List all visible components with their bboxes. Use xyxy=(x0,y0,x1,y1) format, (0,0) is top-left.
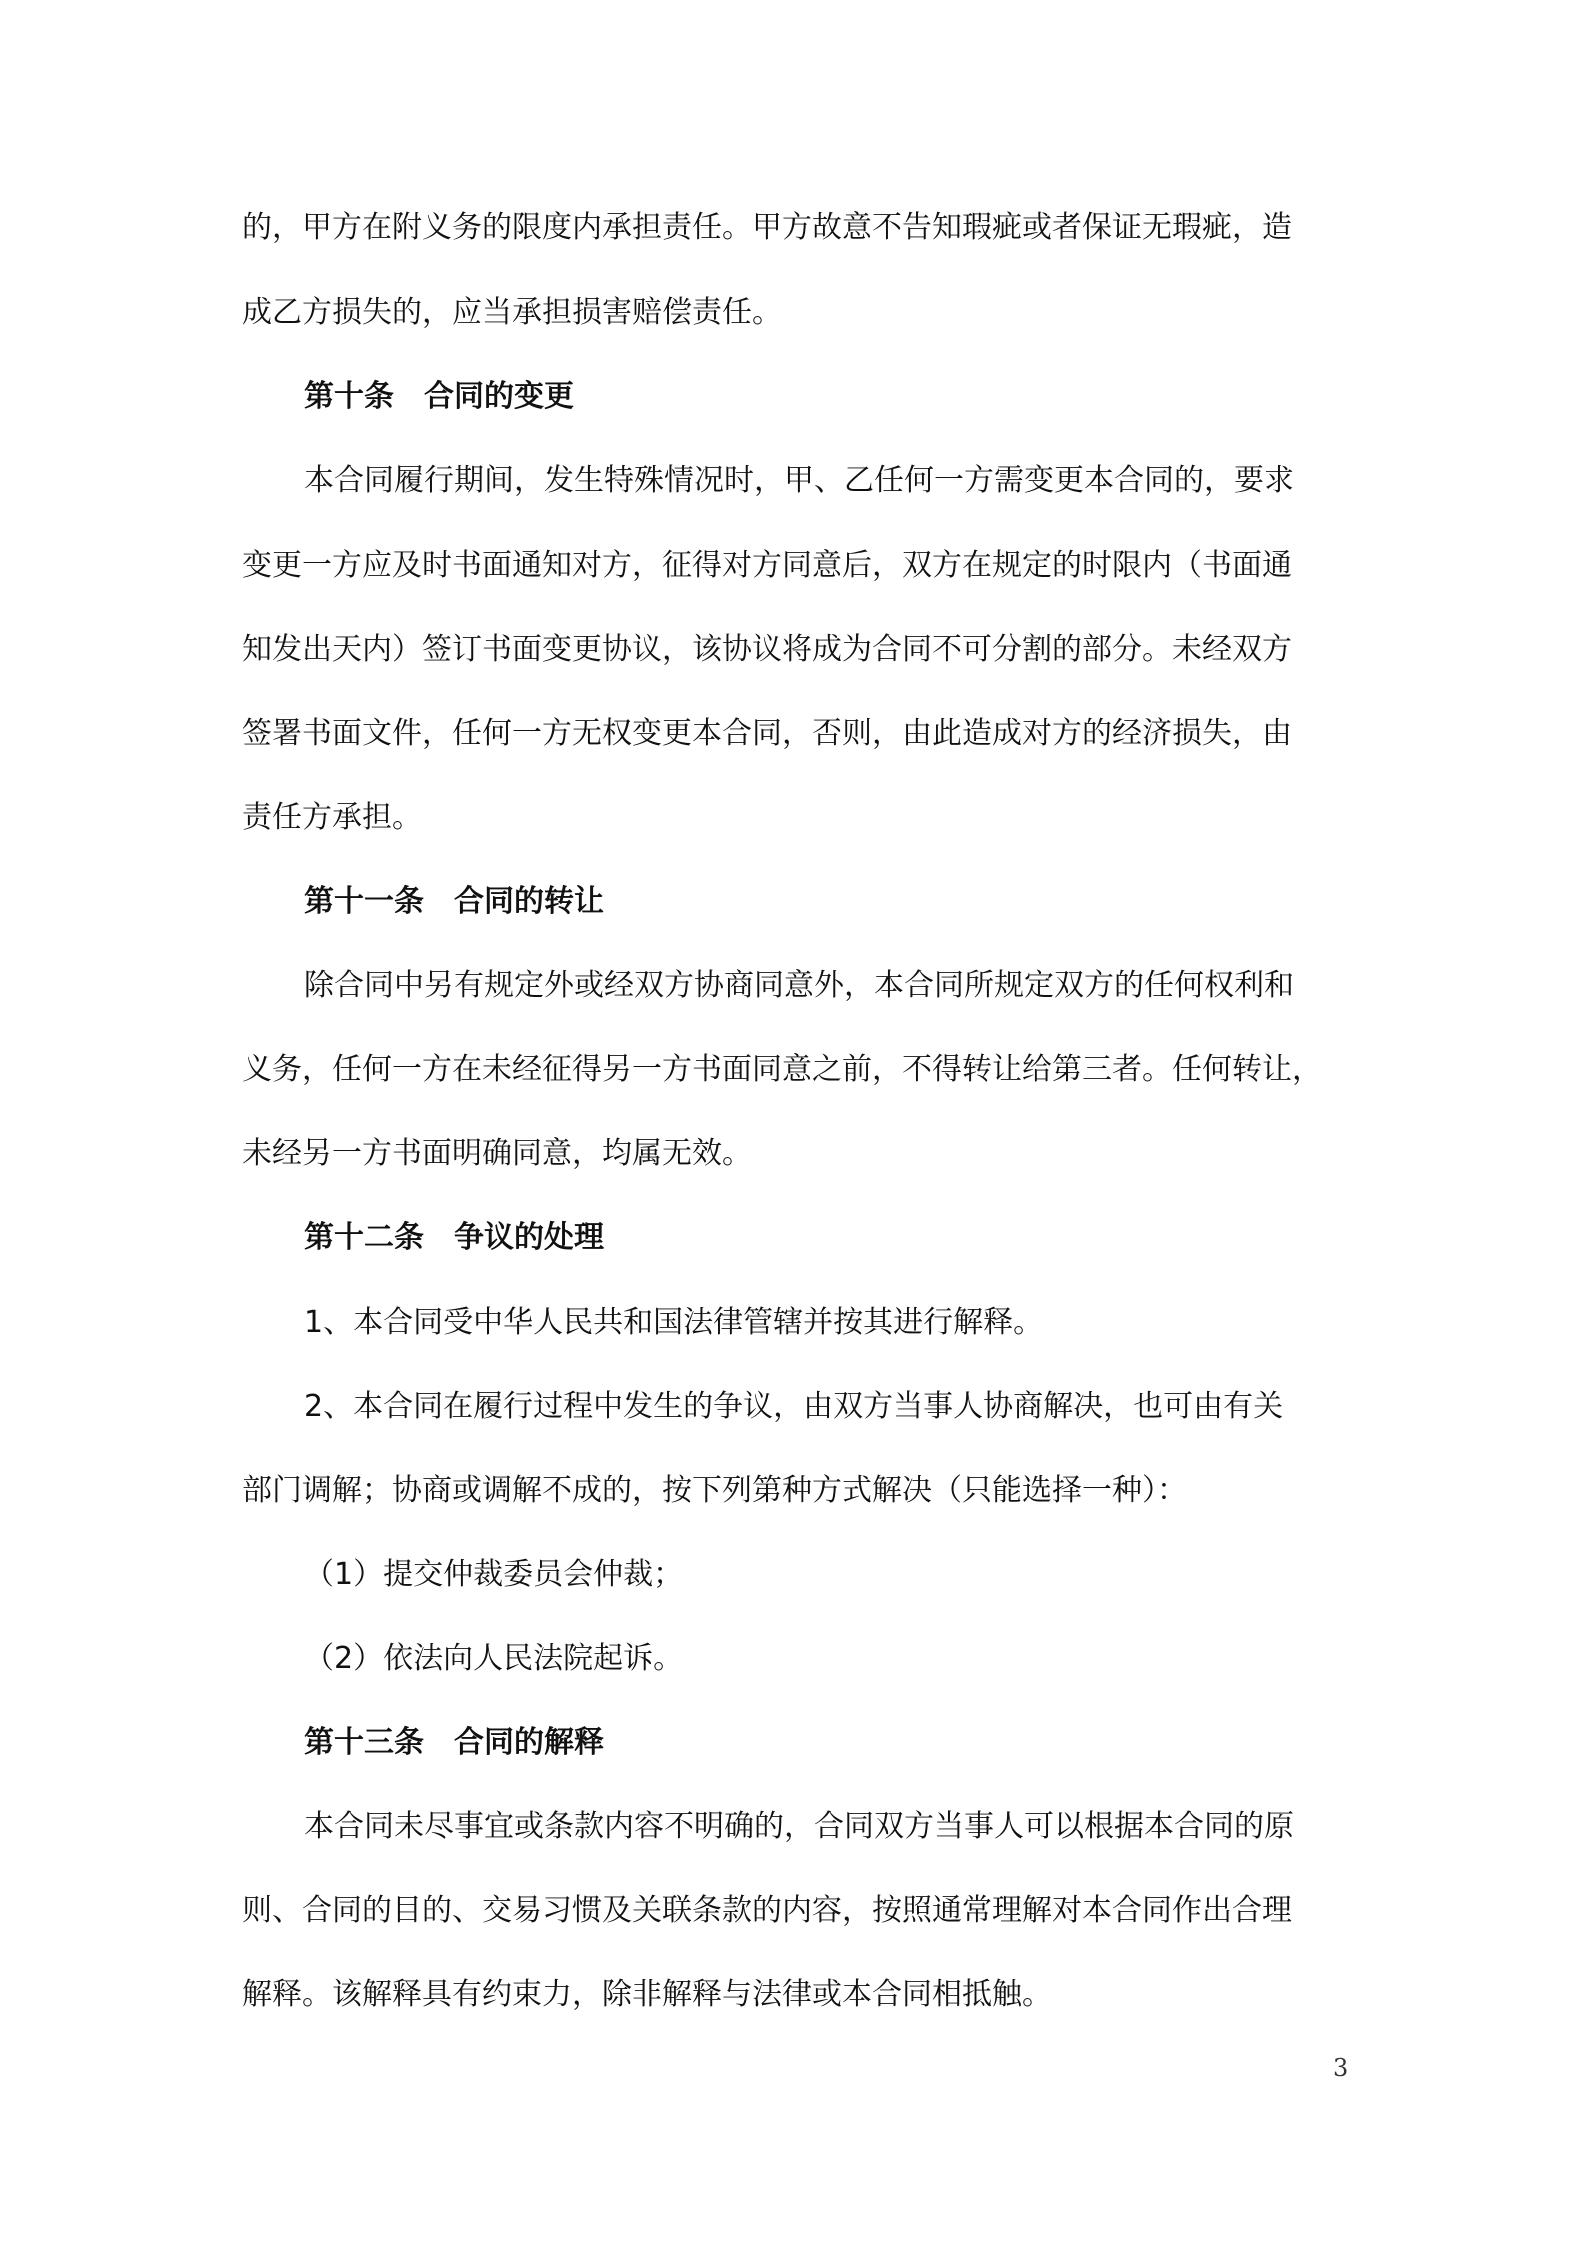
text-line: 2、本合同在履行过程中发生的争议，由双方当事人协商解决，也可由有关 xyxy=(304,1389,1284,1424)
text-line: 本合同未尽事宜或条款内容不明确的，合同双方当事人可以根据本合同的原 xyxy=(304,1809,1294,1844)
text-line: 除合同中另有规定外或经双方协商同意外，本合同所规定双方的任何权利和 xyxy=(304,968,1294,1003)
section-heading-12: 第十二条 争议的处理 xyxy=(304,1220,604,1255)
text-line: 成乙方损失的，应当承担损害赔偿责任。 xyxy=(242,295,782,330)
page-number: 3 xyxy=(1333,2054,1349,2082)
section-heading-11: 第十一条 合同的转让 xyxy=(304,884,604,919)
text-line: 部门调解；协商或调解不成的，按下列第种方式解决（只能选择一种）： xyxy=(242,1473,1187,1508)
text-line: 变更一方应及时书面通知对方，征得对方同意后，双方在规定的时限内（书面通 xyxy=(242,548,1292,583)
text-line: 解释。该解释具有约束力，除非解释与法律或本合同相抵触。 xyxy=(242,1977,1052,2012)
text-line: 的，甲方在附义务的限度内承担责任。甲方故意不告知瑕疵或者保证无瑕疵，造 xyxy=(242,210,1292,245)
text-line: 知发出天内）签订书面变更协议，该协议将成为合同不可分割的部分。未经双方 xyxy=(242,632,1292,667)
section-heading-10: 第十条 合同的变更 xyxy=(304,379,574,414)
text-line: 本合同履行期间，发生特殊情况时，甲、乙任何一方需变更本合同的，要求 xyxy=(304,463,1294,498)
text-line: 1、本合同受中华人民共和国法律管辖并按其进行解释。 xyxy=(304,1305,1044,1340)
text-line: 责任方承担。 xyxy=(242,800,422,835)
text-line: （2）依法向人民法院起诉。 xyxy=(304,1641,684,1676)
section-heading-13: 第十三条 合同的解释 xyxy=(304,1725,604,1760)
text-line: （1）提交仲裁委员会仲裁； xyxy=(304,1557,684,1592)
text-line: 未经另一方书面明确同意，均属无效。 xyxy=(242,1136,752,1171)
text-line: 则、合同的目的、交易习惯及关联条款的内容，按照通常理解对本合同作出合理 xyxy=(242,1893,1292,1928)
text-line: 义务，任何一方在未经征得另一方书面同意之前，不得转让给第三者。任何转让， xyxy=(242,1052,1322,1087)
text-line: 签署书面文件，任何一方无权变更本合同，否则，由此造成对方的经济损失，由 xyxy=(242,716,1292,751)
